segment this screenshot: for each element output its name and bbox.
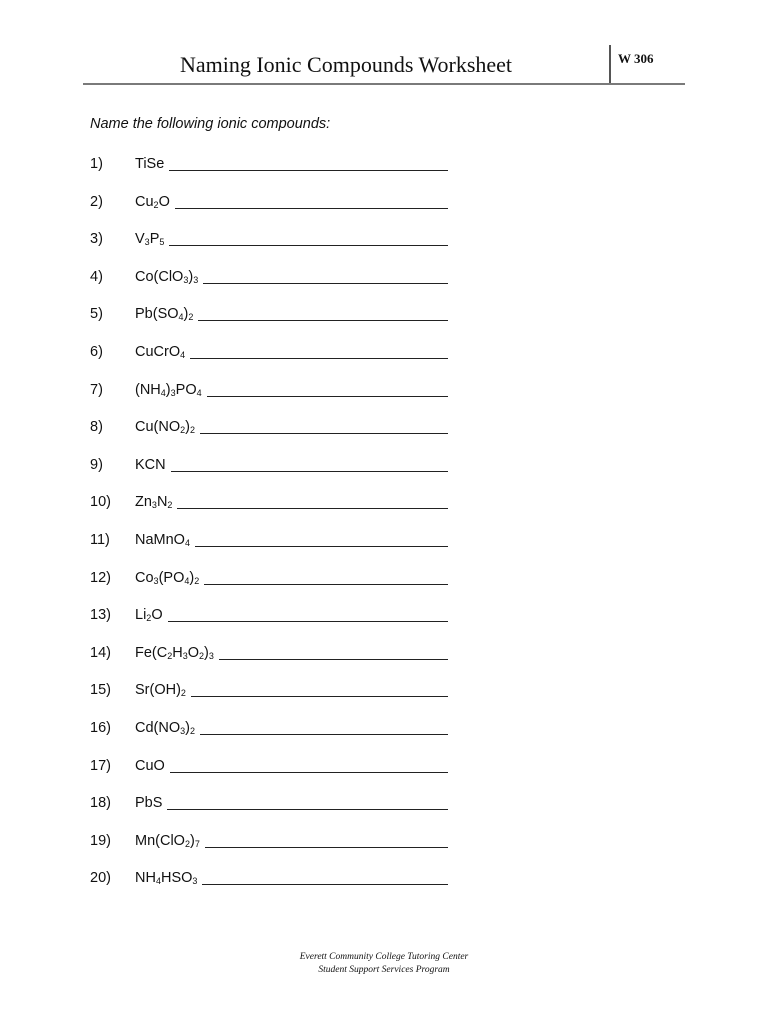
formula-subscript: 3 [193,275,199,285]
formula-text: Li [135,607,147,623]
compound-formula [135,340,185,364]
formula-text: Co [135,570,154,586]
compound-formula [135,716,195,740]
compound-formula [135,265,198,289]
formula-text: ) [165,382,171,398]
formula-text: Mn(ClO [135,833,185,849]
formula-subscript: 2 [167,651,173,661]
question-number: 9) [90,457,103,473]
formula-subscript: 2 [180,688,186,698]
formula-text: NH [135,870,156,886]
question-number: 13) [90,607,111,623]
question-item [90,415,470,439]
question-item [90,641,470,665]
compound-formula [135,528,190,552]
worksheet-code: W 306 [618,51,654,66]
header-divider [83,83,685,85]
question-item [90,227,470,251]
formula-subscript: 3 [153,576,159,586]
formula-subscript: 2 [153,200,159,210]
formula-text: HSO [160,870,193,886]
compound-formula [135,866,197,890]
formula-text: NaMnO [135,532,185,548]
formula-text: Cd(NO [135,720,181,736]
formula-text: O [158,194,170,210]
question-number: 17) [90,758,111,774]
formula-text: ) [183,306,189,322]
answer-line[interactable] [171,471,448,472]
formula-subscript: 2 [146,613,152,623]
formula-subscript: 2 [188,312,194,322]
footer [0,951,768,977]
formula-text: PbS [135,795,163,811]
footer-line-2: Student Support Services Program [318,965,450,975]
question-item [90,754,470,778]
answer-line[interactable] [169,170,448,171]
formula-text: PO [175,382,197,398]
answer-line[interactable] [170,772,448,773]
answer-line[interactable] [168,621,448,622]
compound-formula [135,190,170,214]
formula-text: O [187,645,200,661]
formula-text: CuO [135,758,165,774]
formula-subscript: 2 [194,576,200,586]
answer-line[interactable] [177,508,448,509]
question-number: 1) [90,156,103,172]
formula-subscript: 3 [144,237,150,247]
formula-subscript: 3 [170,388,176,398]
formula-text: N [156,494,168,510]
question-item [90,791,470,815]
question-item [90,378,470,402]
formula-text: ) [204,645,209,661]
compound-formula [135,152,164,176]
formula-subscript: 4 [184,576,190,586]
question-number: 5) [90,306,103,322]
formula-subscript: 3 [208,651,214,661]
answer-line[interactable] [207,396,448,397]
formula-subscript: 3 [151,500,157,510]
question-item [90,340,470,364]
compound-formula [135,754,165,778]
question-item [90,716,470,740]
worksheet-code-box [609,45,686,84]
formula-text: ) [189,570,195,586]
question-number: 16) [90,720,111,736]
answer-line[interactable] [191,696,448,697]
formula-subscript: 3 [192,876,198,886]
formula-text: V [135,231,145,247]
formula-text: ) [188,269,194,285]
formula-subscript: 4 [155,876,161,886]
formula-text: Sr(OH) [135,682,181,698]
question-number: 10) [90,494,111,510]
question-item [90,190,470,214]
compound-formula [135,829,200,853]
formula-subscript: 3 [182,651,188,661]
question-item [90,866,470,890]
question-number: 19) [90,833,111,849]
compound-formula [135,302,193,326]
formula-text: Zn [135,494,152,510]
formula-text: (PO [158,570,185,586]
question-item [90,566,470,590]
question-item [90,265,470,289]
compound-formula [135,678,186,702]
formula-subscript: 4 [160,388,166,398]
formula-text: ) [185,720,190,736]
question-number: 11) [90,532,110,548]
question-item [90,453,470,477]
formula-subscript: 2 [189,726,195,736]
question-item [90,302,470,326]
instructions: Name the following ionic compounds: [90,116,331,132]
answer-line[interactable] [202,884,448,885]
formula-subscript: 4 [196,388,202,398]
formula-text: ) [189,833,195,849]
page-title: Naming Ionic Compounds Worksheet [179,52,513,77]
question-item [90,528,470,552]
compound-formula [135,227,164,251]
formula-text: H [172,645,183,661]
compound-formula [135,566,199,590]
formula-text: Fe(C [135,645,168,661]
answer-line[interactable] [219,659,448,660]
formula-text: ) [185,419,190,435]
question-number: 15) [90,682,111,698]
question-item [90,829,470,853]
formula-text: O [151,607,163,623]
compound-formula [135,603,163,627]
formula-text: Cu(NO [135,419,181,435]
answer-line[interactable] [200,433,448,434]
formula-subscript: 2 [189,425,195,435]
question-number: 14) [90,645,111,661]
question-number: 12) [90,570,111,586]
formula-subscript: 7 [194,839,200,849]
answer-line[interactable] [205,847,448,848]
question-number: 4) [90,269,103,285]
formula-text: Co(ClO [135,269,184,285]
answer-line[interactable] [204,584,448,585]
formula-subscript: 5 [159,237,165,247]
compound-formula [135,641,214,665]
formula-text: KCN [135,457,166,473]
formula-text: Pb(SO [135,306,179,322]
answer-line[interactable] [203,283,448,284]
formula-text: CuCrO [135,344,181,360]
formula-text: (NH [135,382,161,398]
formula-subscript: 2 [167,500,173,510]
question-item [90,678,470,702]
formula-text: TiSe [135,156,165,172]
question-number: 8) [90,419,103,435]
compound-formula [135,415,195,439]
question-number: 3) [90,231,103,247]
answer-line[interactable] [198,320,448,321]
question-item [90,490,470,514]
formula-text: P [149,231,160,247]
answer-line[interactable] [169,245,448,246]
formula-subscript: 2 [199,651,205,661]
footer-line-1: Everett Community College Tutoring Center [299,952,469,962]
answer-line[interactable] [190,358,448,359]
formula-subscript: 2 [184,839,190,849]
question-item [90,603,470,627]
answer-line[interactable] [200,734,448,735]
question-number: 7) [90,382,103,398]
question-number: 20) [90,870,111,886]
formula-subscript: 3 [180,726,186,736]
compound-formula [135,378,202,402]
formula-text: Cu [135,194,154,210]
answer-line[interactable] [195,546,448,547]
formula-subscript: 4 [178,312,184,322]
formula-subscript: 2 [180,425,186,435]
question-number: 2) [90,194,103,210]
question-number: 6) [90,344,103,360]
formula-subscript: 4 [180,350,186,360]
answer-line[interactable] [167,809,448,810]
compound-formula [135,791,162,815]
question-item [90,152,470,176]
formula-subscript: 3 [183,275,189,285]
compound-formula [135,490,172,514]
formula-subscript: 4 [184,538,190,548]
compound-formula [135,453,166,477]
question-number: 18) [90,795,111,811]
answer-line[interactable] [175,208,448,209]
